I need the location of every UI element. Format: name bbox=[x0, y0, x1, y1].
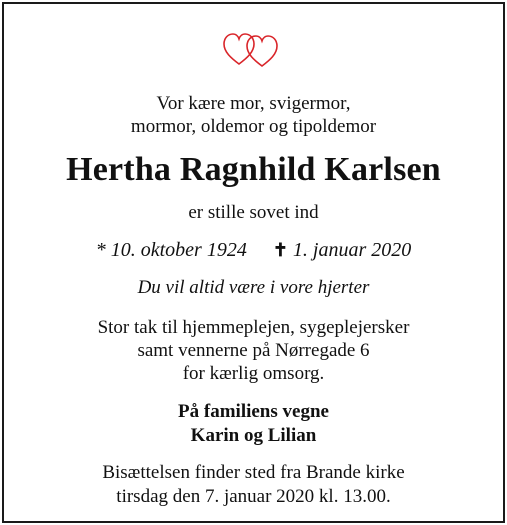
deceased-name: Hertha Ragnhild Karlsen bbox=[66, 151, 441, 188]
funeral-line-1: Bisættelsen finder sted fra Brande kirke bbox=[102, 462, 405, 483]
signature-line-2: Karin og Lilian bbox=[190, 425, 317, 446]
thanks-line-1: Stor tak til hjemmeplejen, sygeplejersker bbox=[97, 317, 410, 338]
obituary-frame bbox=[2, 2, 505, 523]
birth-date: * 10. oktober 1924 bbox=[95, 239, 247, 261]
death-date: 1. januar 2020 bbox=[292, 239, 412, 261]
two-hearts-icon bbox=[221, 30, 283, 68]
cross-icon: ✝ bbox=[272, 240, 288, 260]
thanks-line-2: samt vennerne på Nørregade 6 bbox=[137, 340, 370, 361]
intro-line-2: mormor, oldemor og tipoldemor bbox=[130, 116, 377, 137]
obituary-content bbox=[4, 4, 503, 521]
thanks-line-3: for kærlig omsorg. bbox=[182, 363, 325, 384]
funeral-line-2: tirsdag den 7. januar 2020 kl. 13.00. bbox=[116, 486, 391, 507]
intro-line-1: Vor kære mor, svigermor, bbox=[156, 93, 351, 114]
signature-line-1: På familiens vegne bbox=[178, 401, 329, 422]
motto: Du vil altid være i vore hjerter bbox=[137, 277, 370, 298]
subtitle: er stille sovet ind bbox=[188, 202, 319, 223]
dates-line bbox=[4, 239, 503, 262]
